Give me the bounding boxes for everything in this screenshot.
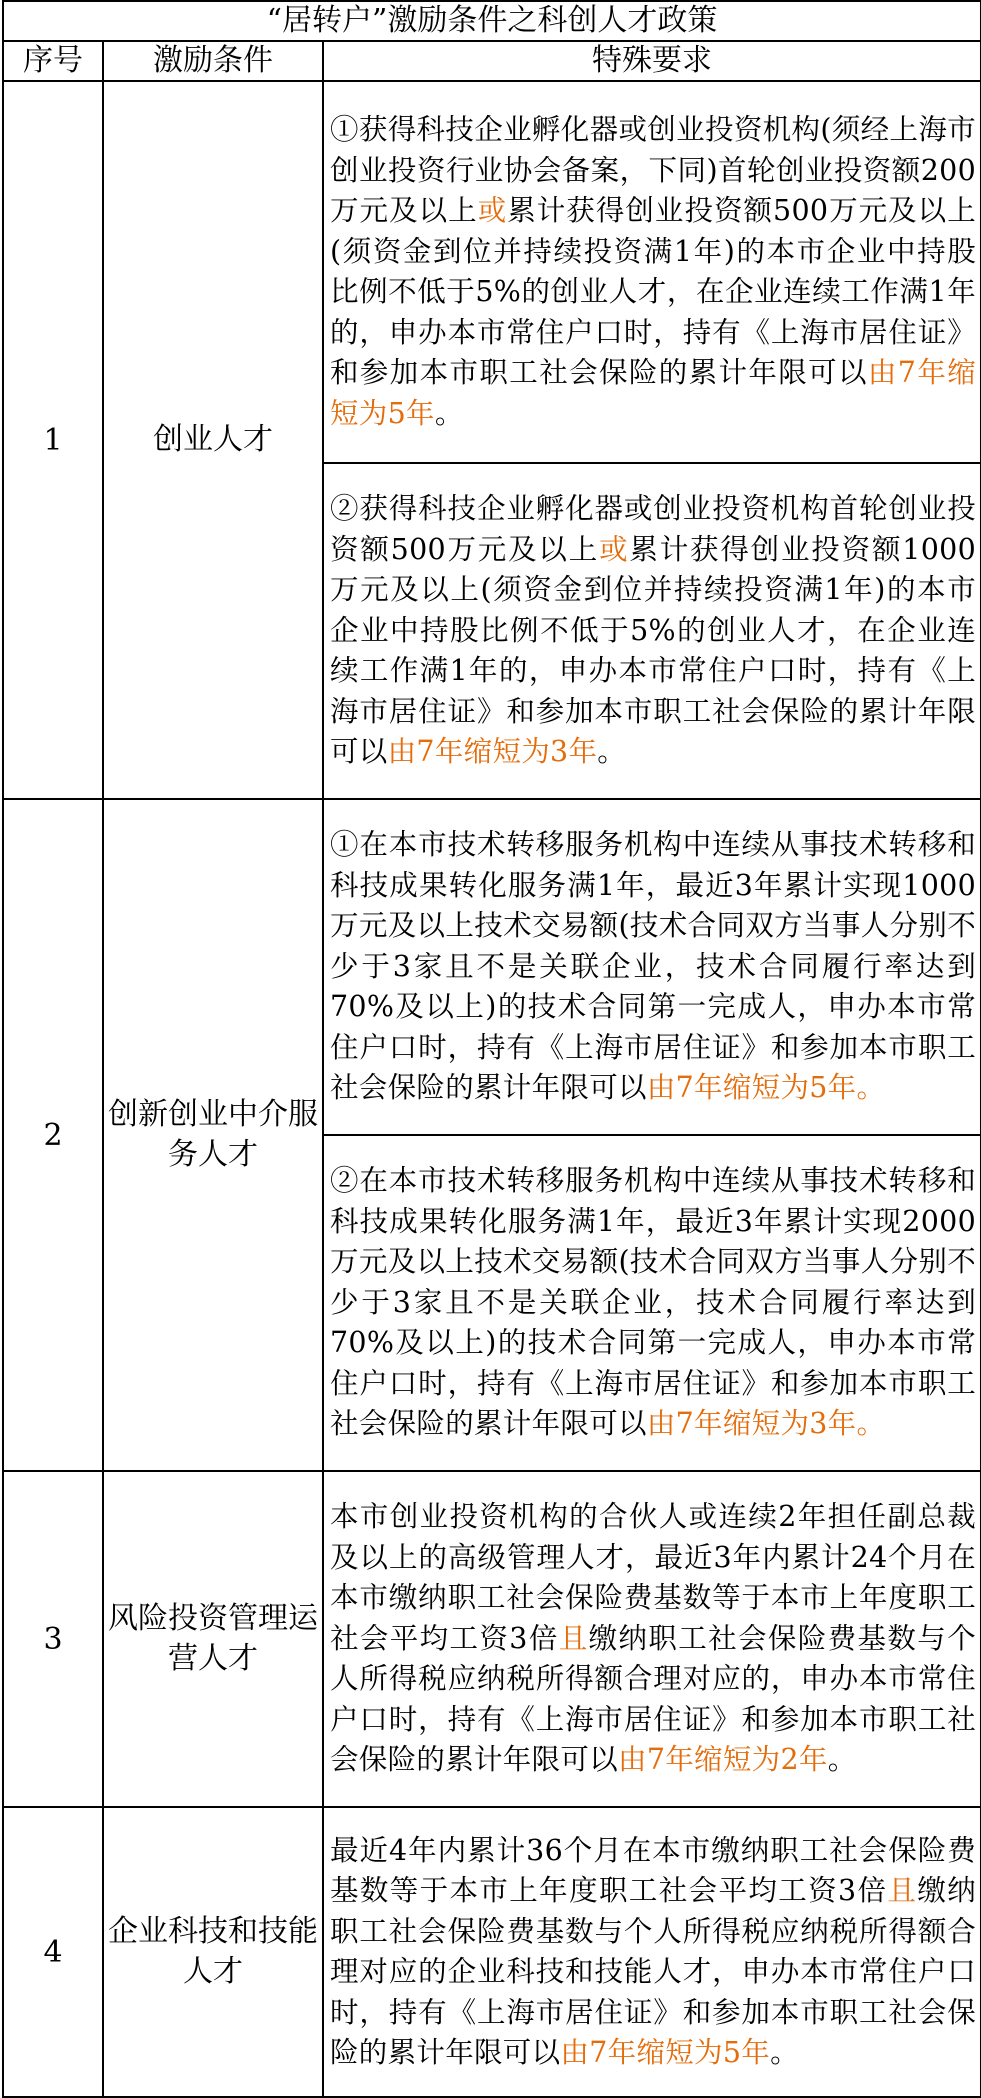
highlight-text: 或 [477,194,508,227]
highlight-text: 且 [887,1874,918,1907]
requirement-text: ①获得科技企业孵化器或创业投资机构(须经上海市创业投资行业协会备案，下同)首轮创业投资额200万元及以上 [330,113,977,227]
requirement-cell [323,799,981,1135]
highlight-text: 或 [599,532,630,566]
requirement-cell [323,1807,981,2097]
requirement-text: 缴纳职工社会保险费基数与个人所得税应纳税所得额合理对应的企业科技和技能人才，申办本市常住户口时，持有《上海市居住证》和参加本市职工社会保险的累计年限可以 [330,1874,977,2069]
table-row [3,1471,981,1807]
requirement-text: ②在本市技术转移服务机构中连续从事技术转移和科技成果转化服务满1年，最近3年累计实现2000万元及以上技术交易额(技术合同双方当事人分别不少于3家且不是关联企业，技术合同履行率达到70%及以上)的技术合同第一完成人，申办本市常住户口时，持有《上海市居住证》和参加本市职工社会保险的累计年限可以 [330,1164,977,1441]
highlight-text: 由7年缩短为5年 [330,356,977,430]
requirement-text: 本市创业投资机构的合伙人或连续2年担任副总裁及以上的高级管理人才，最近3年内累计24个月在本市缴纳职工社会保险费基数等于本市上年度职工社会平均工资3倍 [330,1500,977,1655]
row-condition: 风险投资管理运营人才 [103,1471,323,1807]
requirement-text: 缴纳职工社会保险费基数与个人所得税应纳税所得额合理对应的，申办本市常住户口时，持有《上海市居住证》和参加本市职工社会保险的累计年限可以 [330,1621,977,1777]
requirement-text: 累计获得创业投资额1000万元及以上(须资金到位并持续投资满1年)的本市企业中持股比例不低于5%的创业人才，在企业连续工作满1年的，申办本市常住户口时，持有《上海市居住证》和参加本市职工社会保险的累计年限可以 [330,532,977,769]
highlight-text: 且 [558,1621,589,1655]
row-condition: 创新创业中介服务人才 [103,799,323,1471]
requirement-text: 。 [770,2036,799,2069]
requirement-text: 累计获得创业投资额500万元及以上(须资金到位并持续投资满1年)的本市企业中持股比例不低于5%的创业人才，在企业连续工作满1年的，申办本市常住户口时，持有《上海市居住证》和参加本市职工社会保险的累计年限可以 [330,194,977,389]
requirement-text: 。 [597,735,627,769]
highlight-text: 由7年缩短为3年。 [646,1407,886,1441]
requirement-cell [323,1471,981,1807]
row-number: 4 [3,1807,103,2097]
highlight-text: 由7年缩短为5年 [560,2036,771,2069]
header-row [3,41,981,81]
highlight-text: 由7年缩短为5年。 [646,1071,886,1105]
requirement-text: 。 [434,396,464,430]
requirement-cell [323,81,981,463]
table-row [3,799,981,1135]
highlight-text: 由7年缩短为3年 [387,735,598,769]
requirement-cell [323,1135,981,1471]
highlight-text: 由7年缩短为2年 [618,1743,828,1777]
requirement-text: ①在本市技术转移服务机构中连续从事技术转移和科技成果转化服务满1年，最近3年累计实现1000万元及以上技术交易额(技术合同双方当事人分别不少于3家且不是关联企业，技术合同履行率达到70%及以上)的技术合同第一完成人，申办本市常住户口时，持有《上海市居住证》和参加本市职工社会保险的累计年限可以 [330,828,977,1105]
header-requirements: 特殊要求 [323,41,981,81]
header-number: 序号 [3,41,103,81]
requirement-text: ②获得科技企业孵化器或创业投资机构首轮创业投资额500万元及以上 [330,492,977,566]
table-row [3,1807,981,2097]
row-number: 2 [3,799,103,1471]
requirement-text: 。 [827,1743,857,1777]
row-number: 1 [3,81,103,799]
title-row [3,1,981,41]
policy-table [2,0,981,2098]
requirement-cell [323,463,981,799]
requirement-text: 最近4年内累计36个月在本市缴纳职工社会保险费基数等于本市上年度职工社会平均工资3倍 [330,1833,977,1907]
row-condition: 企业科技和技能人才 [103,1807,323,2097]
table-title: “居转户”激励条件之科创人才政策 [3,1,981,41]
row-condition: 创业人才 [103,81,323,799]
row-number: 3 [3,1471,103,1807]
header-condition: 激励条件 [103,41,323,81]
table-row [3,81,981,463]
